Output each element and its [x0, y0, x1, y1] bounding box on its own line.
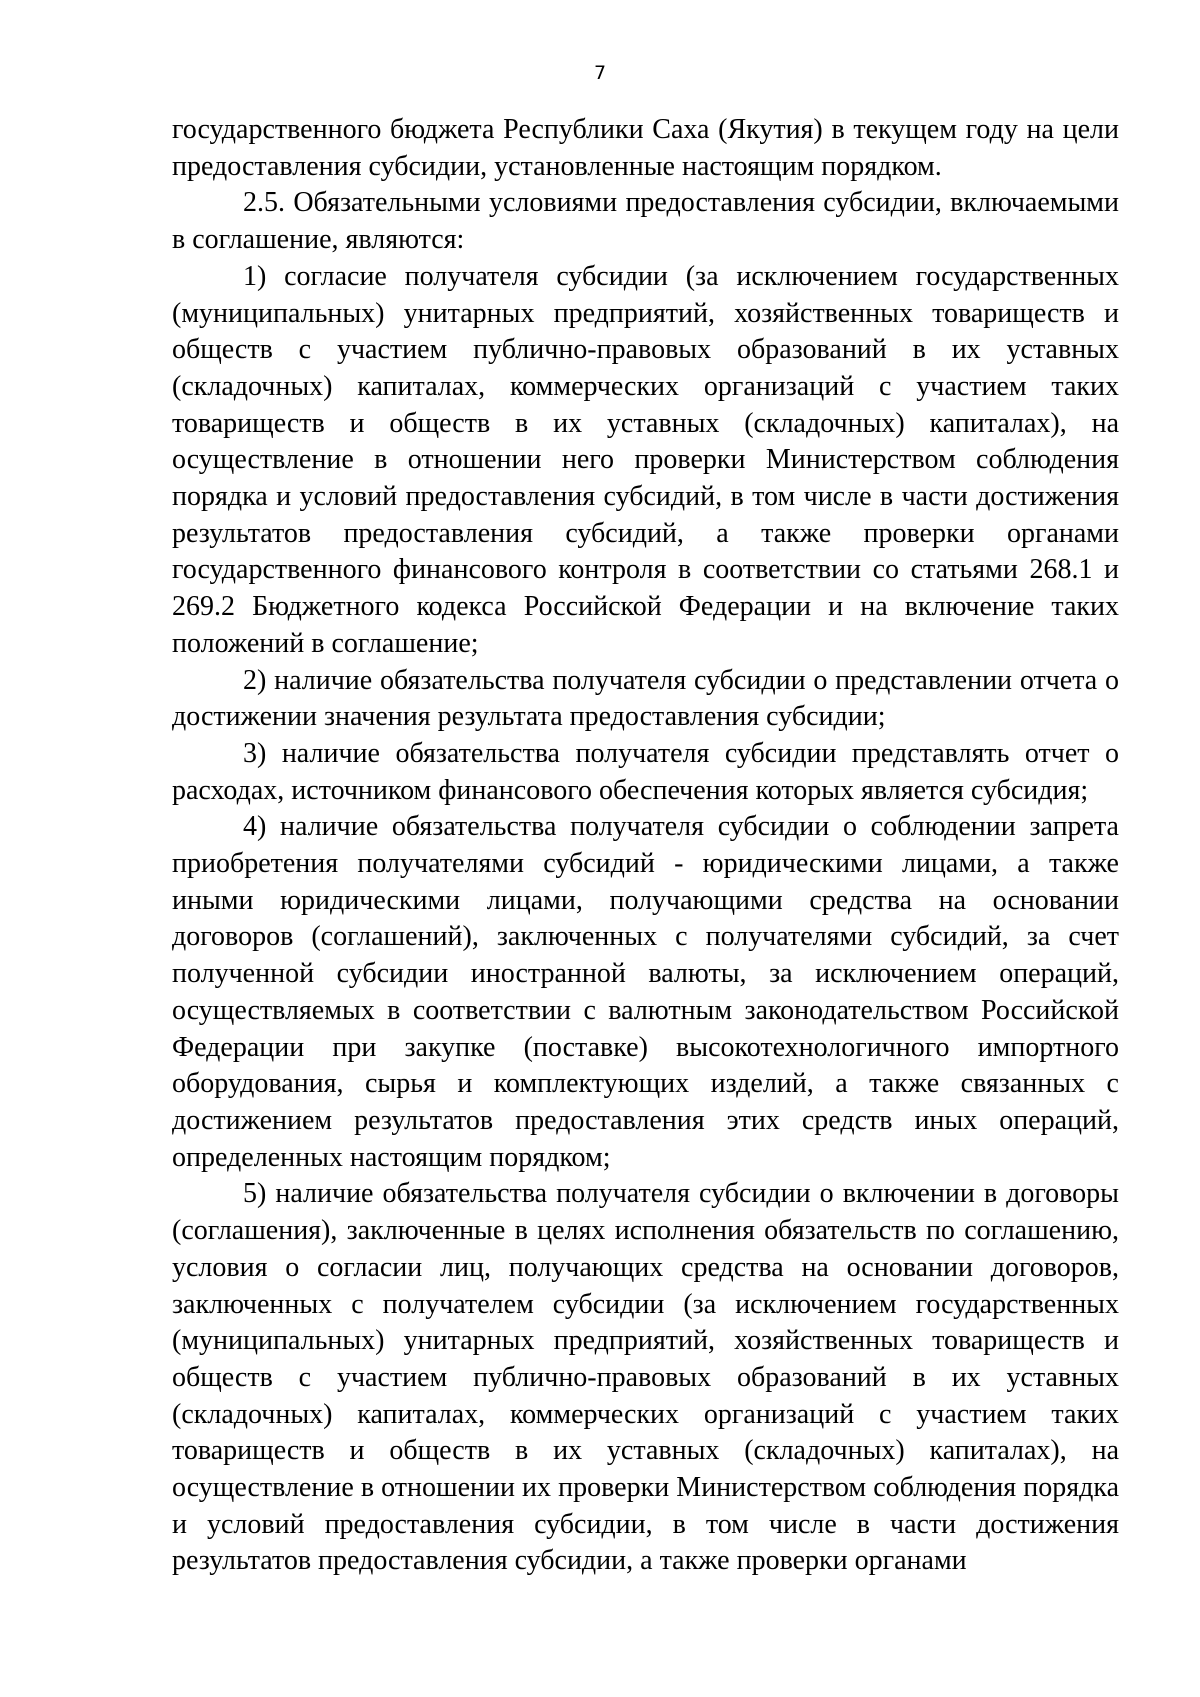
document-body [172, 112, 1119, 1580]
list-item-2-report-obligation: 2) наличие обязательства получателя субсидии о представлении отчета о достижении значения результата предоставления субсидии; [172, 664, 1119, 733]
page-number: 7 [593, 62, 607, 84]
paragraph-2-5-conditions: 2.5. Обязательными условиями предоставления субсидии, включаемыми в соглашение, являются: [172, 187, 1119, 256]
list-item-4-currency-ban: 4) наличие обязательства получателя субсидии о соблюдении запрета приобретения получателями субсидий - юридическими лицами, а также иными юридическими лицами, получающими средства на основании договоров (соглашений), заключенных с получателями субсидий, за счет полученной субсидии иностранной валюты, за исключением операций, осуществляемых в соответствии с валютным законодательством Российской Федерации при закупке (поставке) высокотехнологичного импортного оборудования, сырья и комплектующих изделий, а также связанных с достижением результатов предоставления этих средств иных операций, определенных настоящим порядком; [172, 811, 1119, 1173]
list-item-1-consent: 1) согласие получателя субсидии (за исключением государственных (муниципальных) унитарных предприятий, хозяйственных товариществ и обществ с участием публично-правовых образований в их уставных (складочных) капиталах, коммерческих организаций с участием таких товариществ и обществ в их уставных (складочных) капиталах), на осуществление в отношении него проверки Министерством соблюдения порядка и условий предоставления субсидий, в том числе в части достижения результатов предоставления субсидий, а также проверки органами государственного финансового контроля в соответствии со статьями 268.1 и 269.2 Бюджетного кодекса Российской Федерации и на включение таких положений в соглашение; [172, 260, 1119, 659]
list-item-5-contract-conditions: 5) наличие обязательства получателя субсидии о включении в договоры (соглашения), заключенные в целях исполнения обязательств по соглашению, условия о согласии лиц, получающих средства на основании договоров, заключенных с получателем субсидии (за исключением государственных (муниципальных) унитарных предприятий, хозяйственных товариществ и обществ с участием публично-правовых образований в их уставных (складочных) капиталах, коммерческих организаций с участием таких товариществ и обществ в их уставных (складочных) капиталах), на осуществление в отношении их проверки Министерством соблюдения порядка и условий предоставления субсидии, в том числе в части достижения результатов предоставления субсидии, а также проверки органами [172, 1178, 1119, 1577]
list-item-3-expense-report: 3) наличие обязательства получателя субсидии представлять отчет о расходах, источником финансового обеспечения которых является субсидия; [172, 737, 1119, 806]
paragraph-budget-continuation: государственного бюджета Республики Саха (Якутия) в текущем году на цели предоставления субсидии, установленные настоящим порядком. [172, 114, 1119, 182]
